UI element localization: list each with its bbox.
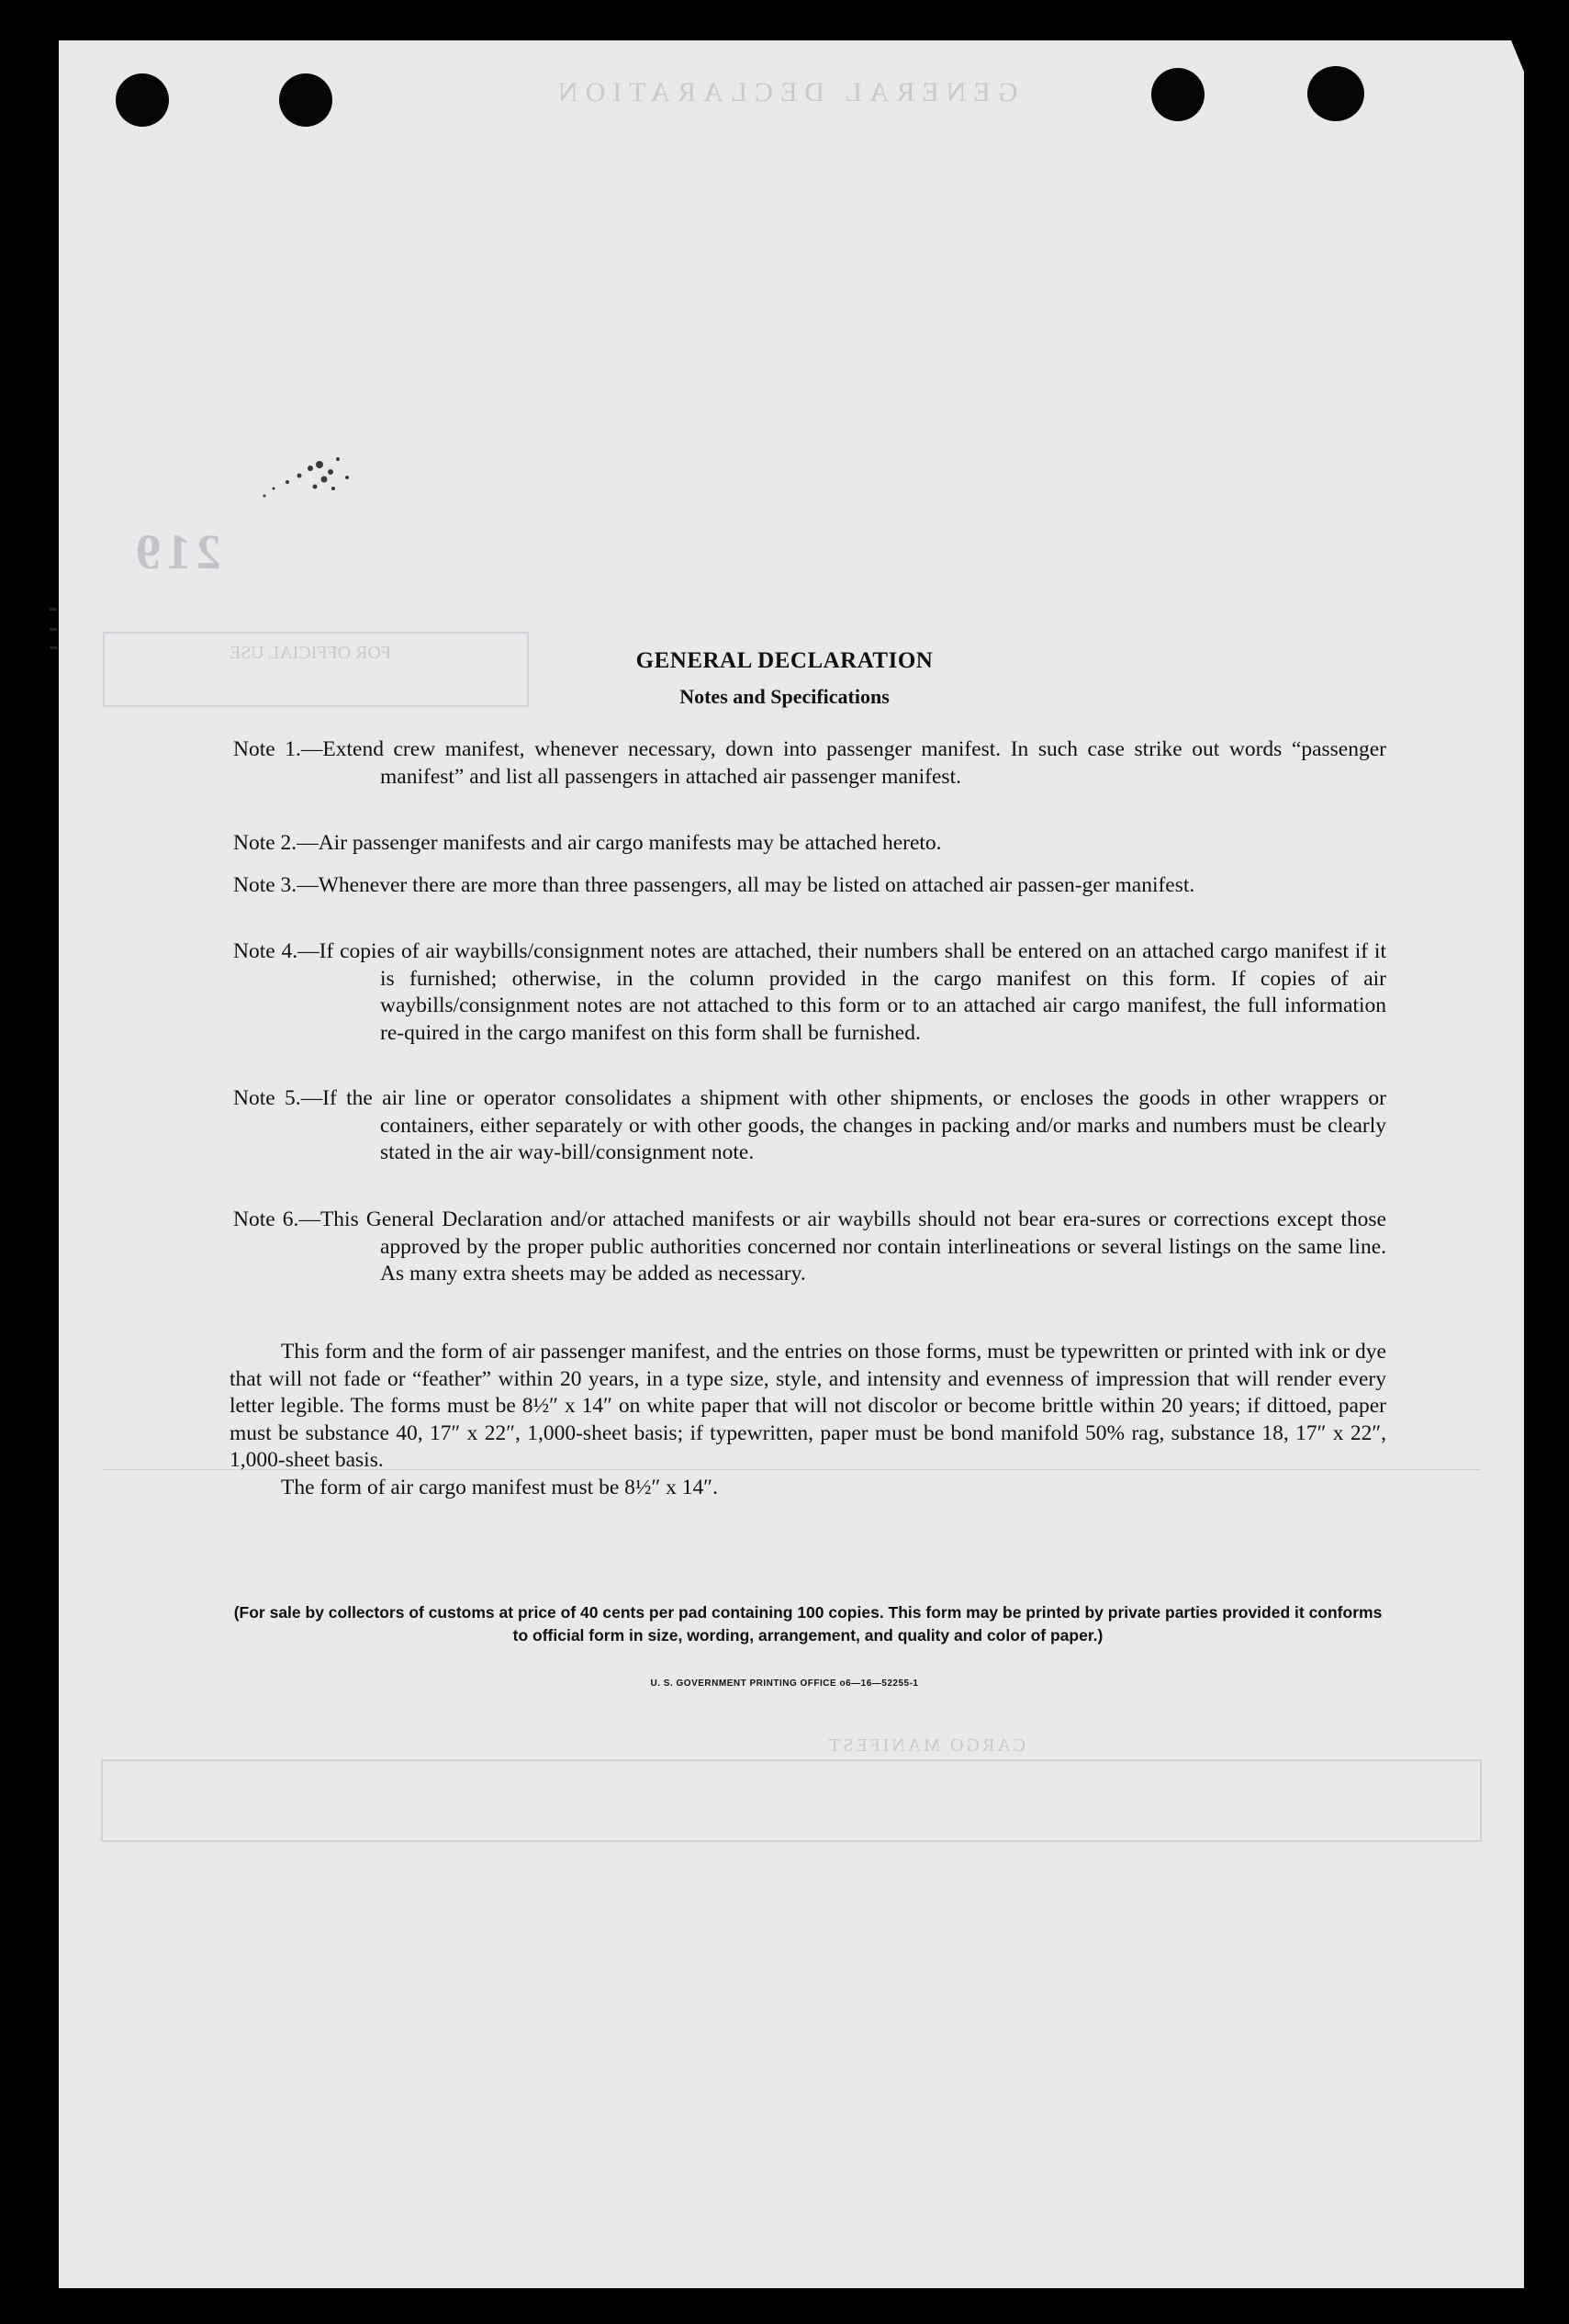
note-label: Note 4. bbox=[233, 939, 298, 963]
note-5 bbox=[233, 1085, 1386, 1167]
bleed-through-table bbox=[101, 1759, 1482, 1842]
note-label: Note 5. bbox=[233, 1086, 301, 1110]
punch-hole bbox=[279, 73, 332, 127]
note-text: —Whenever there are more than three passengers, all may be listed on attached air passen-ger manifest. bbox=[297, 873, 1195, 897]
note-text: —If copies of air waybills/consignment notes are attached, their numbers shall be entered on an attached cargo manifest if it is furnished; otherwise, in the column provided in the cargo manifest on this form. If copies of air waybills/consignment notes are not attached to this form or to an attached air cargo manifest, the full information re-quired in the cargo manifest on this form shall be furnished. bbox=[297, 939, 1386, 1045]
printer-imprint: U. S. GOVERNMENT PRINTING OFFICE o6—16—52255-1 bbox=[650, 1678, 919, 1689]
note-text: —This General Declaration and/or attached manifests or air waybills should not bear era-sures or corrections except those approved by the proper public authorities concerned nor contain interlineations or several listings on the same line. As many extra sheets may be added as necessary. bbox=[298, 1207, 1386, 1285]
cargo-manifest-size: The form of air cargo manifest must be 8½″ x 14″. bbox=[281, 1475, 718, 1499]
note-text: —Air passenger manifests and air cargo manifests may be attached hereto. bbox=[297, 831, 942, 855]
note-1 bbox=[233, 736, 1386, 791]
sale-notice: (For sale by collectors of customs at price of 40 cents per pad containing 100 copies. This form may be printed by private parties provided it conforms to official form in size, wording, arrangement, and quality and color of paper.) bbox=[233, 1603, 1383, 1645]
ink-smudge bbox=[209, 432, 365, 514]
note-label: Note 6. bbox=[233, 1207, 299, 1231]
note-3 bbox=[233, 872, 1386, 900]
punch-hole bbox=[1151, 68, 1205, 121]
form-specifications bbox=[230, 1339, 1386, 1501]
bleed-through-heading: GENERAL DECLARATION bbox=[551, 77, 1018, 107]
note-6 bbox=[233, 1207, 1386, 1288]
bleed-through-cargo-heading: CARGO MANIFEST bbox=[826, 1735, 1026, 1756]
bleed-through-stamp-number: 219 bbox=[130, 524, 221, 579]
note-label: Note 3. bbox=[233, 873, 297, 897]
note-4 bbox=[233, 938, 1386, 1047]
note-label: Note 1. bbox=[233, 737, 301, 761]
note-text: —Extend crew manifest, whenever necessary, down into passenger manifest. In such case strike out words “passenger manifest” and list all passengers in attached air passenger manifest. bbox=[300, 737, 1386, 789]
punch-hole bbox=[116, 73, 169, 127]
note-2 bbox=[233, 830, 1386, 858]
note-label: Note 2. bbox=[233, 831, 297, 855]
bleed-through-officer-label: FOR OFFICIAL USE bbox=[230, 643, 391, 663]
punch-hole bbox=[1307, 66, 1364, 121]
edge-mark bbox=[50, 628, 57, 631]
page-title: GENERAL DECLARATION bbox=[635, 648, 934, 673]
page-subtitle: Notes and Specifications bbox=[679, 685, 890, 708]
torn-corner bbox=[1511, 40, 1524, 72]
specification-paragraph: This form and the form of air passenger manifest, and the entries on those forms, must be typewritten or printed with ink or dye that will not fade or “feather” within 20 years, in a type size, style, and intensity and evenness of impression that will render every letter legible. The forms must be 8½″ x 14″ on white paper that will not discolor or become brittle within 20 years; if dittoed, paper must be substance 40, 17″ x 22″, 1,000-sheet basis; if typewritten, paper must be bond manifold 50% rag, substance 18, 17″ x 22″, 1,000-sheet basis. bbox=[230, 1340, 1386, 1472]
edge-mark bbox=[50, 608, 57, 611]
note-text: —If the air line or operator consolidates a shipment with other shipments, or encloses the goods in other wrappers or containers, either separately or with other goods, the changes in packing and/or marks and numbers must be clearly stated in the air way-bill/consignment note. bbox=[300, 1086, 1386, 1164]
